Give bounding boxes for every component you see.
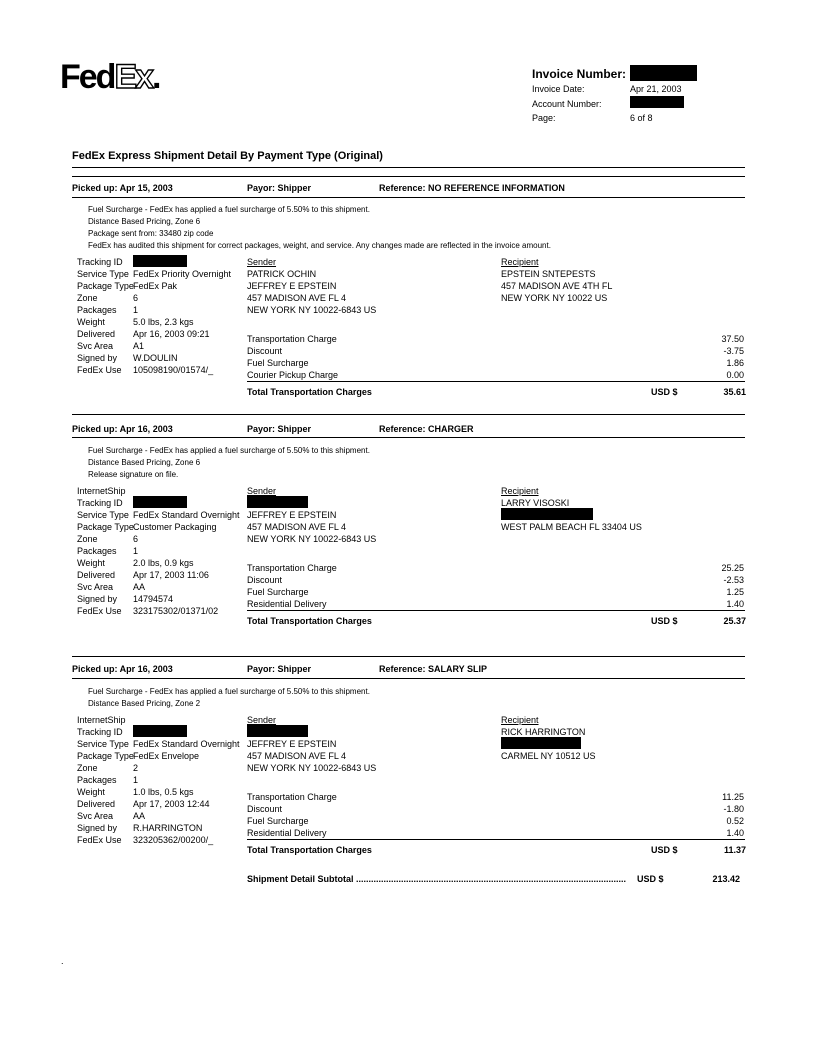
packages-label: Packages <box>77 775 117 785</box>
weight-label: Weight <box>77 317 105 327</box>
svc-area-value: A1 <box>133 341 145 351</box>
shipment-1-note: FedEx has audited this shipment for correct packages, weight, and service. Any changes made are reflected in the invoice amount. <box>88 241 551 250</box>
charge-label: Discount <box>247 346 283 356</box>
svc-area-value: AA <box>133 582 146 592</box>
weight-label: Weight <box>77 787 105 797</box>
redacted-recipient-address <box>501 737 581 749</box>
shipment-3-reference: Reference: SALARY SLIP <box>379 664 488 674</box>
charge-label: Transportation Charge <box>247 563 337 573</box>
total-label: Total Transportation Charges <box>247 616 372 626</box>
charge-amount: -3.75 <box>723 346 744 356</box>
charge-amount: 1.25 <box>726 587 744 597</box>
redacted-tracking-id <box>133 255 187 267</box>
redacted-tracking-id <box>133 725 187 737</box>
packages-value: 1 <box>133 775 139 785</box>
charge-label: Discount <box>247 804 283 814</box>
service-type-label: Service Type <box>77 269 129 279</box>
logo-dot: . <box>152 58 160 96</box>
total-amount: 11.37 <box>723 845 746 855</box>
sender-line: NEW YORK NY 10022-6843 US <box>247 534 377 544</box>
recipient-line: NEW YORK NY 10022 US <box>501 293 608 303</box>
package-type-value: FedEx Pak <box>133 281 178 291</box>
sender-line: 457 MADISON AVE FL 4 <box>247 293 347 303</box>
delivered-label: Delivered <box>77 570 116 580</box>
shipment-1-payor: Payor: Shipper <box>247 183 312 193</box>
internet-ship-label: InternetShip <box>77 486 126 496</box>
charge-label: Fuel Surcharge <box>247 816 309 826</box>
charge-label: Transportation Charge <box>247 334 337 344</box>
packages-label: Packages <box>77 546 117 556</box>
recipient-line: WEST PALM BEACH FL 33404 US <box>501 522 642 532</box>
charge-amount: -1.80 <box>723 804 744 814</box>
redacted-recipient-address <box>501 508 593 520</box>
charge-amount: 1.86 <box>726 358 744 368</box>
charge-amount: 37.50 <box>721 334 744 344</box>
tracking-id-label: Tracking ID <box>77 498 123 508</box>
sender-line: NEW YORK NY 10022-6843 US <box>247 763 377 773</box>
shipment-1-note: Package sent from: 33480 zip code <box>88 229 214 238</box>
sender-heading: Sender <box>247 257 277 267</box>
tracking-id-label: Tracking ID <box>77 257 123 267</box>
subtotal-label: Shipment Detail Subtotal ............................................................................................................ <box>247 874 627 884</box>
signed-by-label: Signed by <box>77 594 118 604</box>
shipment-1-note: Distance Based Pricing, Zone 6 <box>88 217 201 226</box>
fedex-use-label: FedEx Use <box>77 606 122 616</box>
total-label: Total Transportation Charges <box>247 845 372 855</box>
package-type-label: Package Type <box>77 281 134 291</box>
fedex-use-value: 323205362/00200/_ <box>133 835 214 845</box>
zone-value: 6 <box>133 293 139 303</box>
shipment-3-note: Fuel Surcharge - FedEx has applied a fuel surcharge of 5.50% to this shipment. <box>88 687 370 696</box>
recipient-line: RICK HARRINGTON <box>501 727 586 737</box>
invoice-date-value: Apr 21, 2003 <box>630 84 682 94</box>
recipient-line: LARRY VISOSKI <box>501 498 570 508</box>
packages-label: Packages <box>77 305 117 315</box>
total-rule <box>247 839 745 840</box>
signed-by-value: 14794574 <box>133 594 174 604</box>
service-type-label: Service Type <box>77 510 129 520</box>
redacted-account-number <box>630 96 684 108</box>
shipment-1-note: Fuel Surcharge - FedEx has applied a fuel surcharge of 5.50% to this shipment. <box>88 205 370 214</box>
sender-line: NEW YORK NY 10022-6843 US <box>247 305 377 315</box>
shipment-2-reference: Reference: CHARGER <box>379 424 474 434</box>
page-value: 6 of 8 <box>630 113 653 123</box>
invoice-date-label: Invoice Date: <box>532 84 585 94</box>
weight-value: 5.0 lbs, 2.3 kgs <box>133 317 194 327</box>
total-rule <box>247 381 745 382</box>
shipment-2-note: Fuel Surcharge - FedEx has applied a fuel surcharge of 5.50% to this shipment. <box>88 446 370 455</box>
weight-label: Weight <box>77 558 105 568</box>
package-type-value: FedEx Envelope <box>133 751 200 761</box>
svc-area-label: Svc Area <box>77 341 114 351</box>
sender-heading: Sender <box>247 715 277 725</box>
shipment-2-picked-up: Picked up: Apr 16, 2003 <box>72 424 173 434</box>
sender-line: 457 MADISON AVE FL 4 <box>247 522 347 532</box>
service-type-value: FedEx Priority Overnight <box>133 269 232 279</box>
zone-label: Zone <box>77 534 98 544</box>
service-type-label: Service Type <box>77 739 129 749</box>
redacted-sender-name <box>247 496 308 508</box>
charge-amount: 0.00 <box>726 370 744 380</box>
delivered-value: Apr 17, 2003 11:06 <box>133 570 209 580</box>
footer-mark: . <box>61 956 64 966</box>
shipment-2-note: Release signature on file. <box>88 470 179 479</box>
charge-amount: 11.25 <box>722 792 744 802</box>
page-label: Page: <box>532 113 556 123</box>
sender-line: 457 MADISON AVE FL 4 <box>247 751 347 761</box>
delivered-value: Apr 17, 2003 12:44 <box>133 799 210 809</box>
signed-by-label: Signed by <box>77 823 118 833</box>
recipient-heading: Recipient <box>501 486 539 496</box>
signed-by-value: R.HARRINGTON <box>133 823 203 833</box>
total-label: Total Transportation Charges <box>247 387 372 397</box>
sender-line: PATRICK OCHIN <box>247 269 317 279</box>
signed-by-label: Signed by <box>77 353 118 363</box>
charge-label: Fuel Surcharge <box>247 358 309 368</box>
fedex-use-label: FedEx Use <box>77 835 122 845</box>
subtotal-amount: 213.42 <box>712 874 740 884</box>
sender-heading: Sender <box>247 486 277 496</box>
fedex-logo <box>60 58 160 97</box>
shipment-2-note: Distance Based Pricing, Zone 6 <box>88 458 201 467</box>
weight-value: 1.0 lbs, 0.5 kgs <box>133 787 194 797</box>
charge-label: Courier Pickup Charge <box>247 370 339 380</box>
shipment-1-reference: Reference: NO REFERENCE INFORMATION <box>379 183 565 193</box>
package-type-label: Package Type <box>77 522 134 532</box>
charge-label: Transportation Charge <box>247 792 337 802</box>
tracking-id-label: Tracking ID <box>77 727 123 737</box>
shipment-3-payor: Payor: Shipper <box>247 664 312 674</box>
charge-label: Residential Delivery <box>247 828 327 838</box>
zone-label: Zone <box>77 293 98 303</box>
recipient-heading: Recipient <box>501 257 539 267</box>
total-currency: USD $ <box>651 845 678 855</box>
sender-line: JEFFREY E EPSTEIN <box>247 739 337 749</box>
recipient-heading: Recipient <box>501 715 539 725</box>
package-type-label: Package Type <box>77 751 134 761</box>
fedex-use-value: 323175302/01371/02 <box>133 606 219 616</box>
shipment-1-top-rule <box>72 176 745 177</box>
invoice-number-label: Invoice Number: <box>532 67 627 81</box>
subtotal-currency: USD $ <box>637 874 664 884</box>
fedex-use-label: FedEx Use <box>77 365 122 375</box>
shipment-1-picked-up: Picked up: Apr 15, 2003 <box>72 183 173 193</box>
svc-area-label: Svc Area <box>77 811 114 821</box>
logo-fed-text: Fed <box>60 58 115 96</box>
svc-area-label: Svc Area <box>77 582 114 592</box>
shipment-3-top-rule <box>72 656 745 657</box>
packages-value: 1 <box>133 546 139 556</box>
service-type-value: FedEx Standard Overnight <box>133 510 240 520</box>
recipient-line: 457 MADISON AVE 4TH FL <box>501 281 613 291</box>
title-divider <box>72 167 745 168</box>
svc-area-value: AA <box>133 811 146 821</box>
shipment-3-header-rule <box>72 678 745 679</box>
sender-line: JEFFREY E EPSTEIN <box>247 510 337 520</box>
redacted-tracking-id <box>133 496 187 508</box>
redacted-invoice-number <box>630 65 697 81</box>
charge-label: Fuel Surcharge <box>247 587 309 597</box>
sender-line: JEFFREY E EPSTEIN <box>247 281 337 291</box>
charge-label: Residential Delivery <box>247 599 327 609</box>
shipment-3-note: Distance Based Pricing, Zone 2 <box>88 699 201 708</box>
charge-amount: 0.52 <box>726 816 744 826</box>
packages-value: 1 <box>133 305 139 315</box>
redacted-sender-name <box>247 725 308 737</box>
logo-ex-text: Ex <box>114 58 153 96</box>
total-amount: 35.61 <box>723 387 746 397</box>
shipment-3-picked-up: Picked up: Apr 16, 2003 <box>72 664 173 674</box>
charge-amount: 1.40 <box>726 828 744 838</box>
charge-label: Discount <box>247 575 283 585</box>
total-amount: 25.37 <box>723 616 746 626</box>
charge-amount: 1.40 <box>726 599 744 609</box>
shipment-2-payor: Payor: Shipper <box>247 424 312 434</box>
total-currency: USD $ <box>651 616 678 626</box>
shipment-2-header-rule <box>72 437 745 438</box>
recipient-line: CARMEL NY 10512 US <box>501 751 596 761</box>
recipient-line: EPSTEIN SNTEPESTS <box>501 269 596 279</box>
total-currency: USD $ <box>651 387 678 397</box>
account-number-label: Account Number: <box>532 99 602 109</box>
shipment-1-header-rule <box>72 197 745 198</box>
delivered-label: Delivered <box>77 799 116 809</box>
page-title: FedEx Express Shipment Detail By Payment Type (Original) <box>72 150 383 162</box>
total-rule <box>247 610 745 611</box>
charge-amount: 25.25 <box>721 563 744 573</box>
shipment-2-top-rule <box>72 414 745 415</box>
zone-label: Zone <box>77 763 98 773</box>
charge-amount: -2.53 <box>723 575 744 585</box>
internet-ship-label: InternetShip <box>77 715 126 725</box>
fedex-use-value: 105098190/01574/_ <box>133 365 214 375</box>
package-type-value: Customer Packaging <box>133 522 217 532</box>
delivered-value: Apr 16, 2003 09:21 <box>133 329 210 339</box>
zone-value: 6 <box>133 534 139 544</box>
weight-value: 2.0 lbs, 0.9 kgs <box>133 558 194 568</box>
zone-value: 2 <box>133 763 139 773</box>
service-type-value: FedEx Standard Overnight <box>133 739 240 749</box>
signed-by-value: W.DOULIN <box>133 353 178 363</box>
delivered-label: Delivered <box>77 329 116 339</box>
